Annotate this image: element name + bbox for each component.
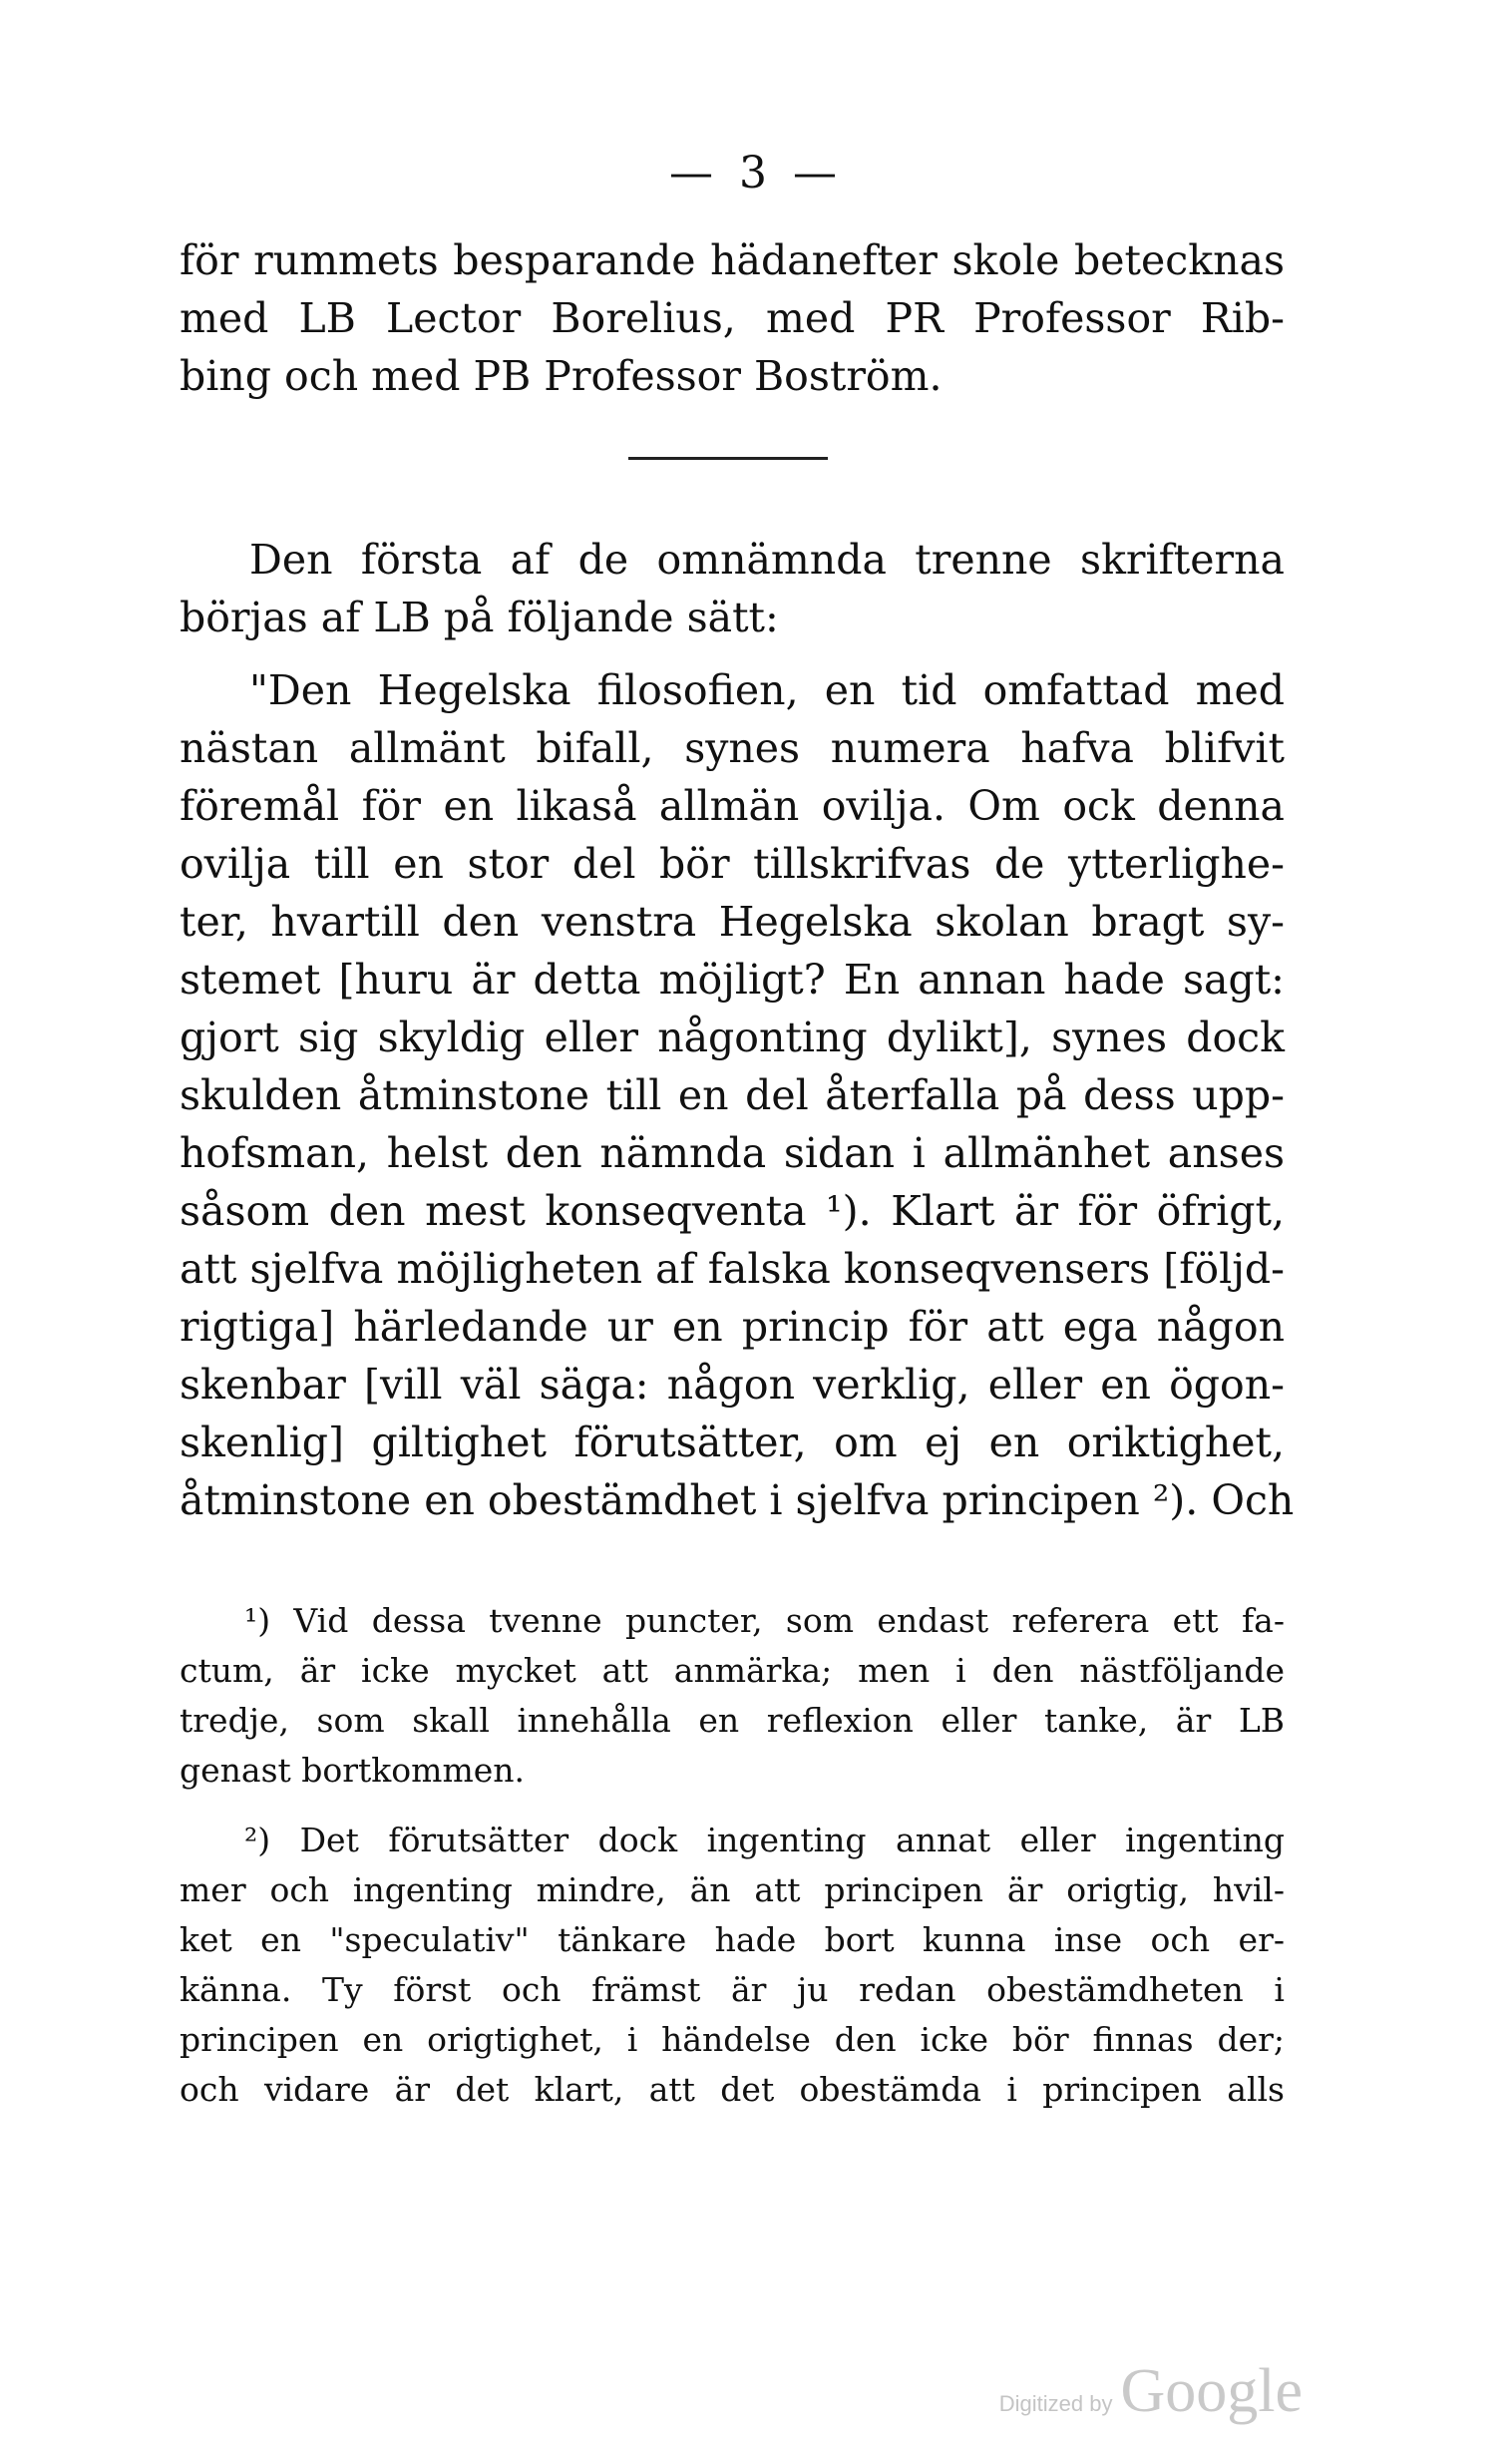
body-line: ovilja till en stor del bör tillskrifvas de ytterlighe- (180, 840, 1285, 888)
body-line: Den första af de omnämnda trenne skrifterna (249, 536, 1285, 584)
digitized-watermark (999, 2356, 1303, 2427)
footnote-line: genast bortkommen. (180, 1751, 526, 1790)
body-line: åtminstone en obestämdhet i sjelfva principen ²). Och (180, 1476, 1295, 1524)
body-line: nästan allmänt bifall, synes numera hafva blifvit (180, 724, 1285, 772)
footnote-line: känna. Ty först och främst är ju redan obestämdheten i (180, 1970, 1285, 2009)
google-logo: Google (1120, 2357, 1303, 2425)
body-line: med LB Lector Borelius, med PR Professor Rib- (180, 294, 1285, 342)
body-line: skenbar [vill väl säga: någon verklig, eller en ögon- (180, 1361, 1285, 1409)
footnote-line: principen en origtighet, i händelse den icke bör finnas der; (180, 2020, 1285, 2059)
body-line: gjort sig skyldig eller någonting dylikt], synes dock (180, 1014, 1285, 1061)
body-line: börjas af LB på följande sätt: (180, 594, 779, 641)
footnote-line: ¹) Vid dessa tvenne puncter, som endast referera ett fa- (244, 1601, 1285, 1640)
body-line: "Den Hegelska filosofien, en tid omfattad med (249, 666, 1285, 714)
body-line: ter, hvartill den venstra Hegelska skolan bragt sy- (180, 898, 1285, 946)
footnote-line: ket en "speculativ" tänkare hade bort kunna inse och er- (180, 1920, 1285, 1959)
section-divider (628, 457, 828, 460)
footnote-line: mer och ingenting mindre, än att principen är origtig, hvil- (180, 1870, 1285, 1909)
footnote-line: ²) Det förutsätter dock ingenting annat eller ingenting (244, 1821, 1285, 1859)
body-line: att sjelfva möjligheten af falska konseqvensers [följd- (180, 1245, 1285, 1293)
body-line: såsom den mest konseqventa ¹). Klart är för öfrigt, (180, 1187, 1285, 1235)
body-line: föremål för en likaså allmän ovilja. Om ock denna (180, 782, 1285, 830)
footnote-line: ctum, är icke mycket att anmärka; men i den nästföljande (180, 1651, 1285, 1690)
body-line: rigtiga] härledande ur en princip för att ega någon (180, 1303, 1285, 1351)
body-line: stemet [huru är detta möjligt? En annan hade sagt: (180, 956, 1285, 1004)
body-line: skenlig] giltighet förutsätter, om ej en oriktighet, (180, 1419, 1285, 1466)
footnote-line: tredje, som skall innehålla en reflexion eller tanke, är LB (180, 1701, 1285, 1740)
body-line: skulden åtminstone till en del återfalla på dess upp- (180, 1071, 1285, 1119)
footnote-line: och vidare är det klart, att det obestämda i principen alls (180, 2070, 1285, 2109)
body-line: bing och med PB Professor Boström. (180, 352, 943, 400)
body-line: hofsman, helst den nämnda sidan i allmänhet anses (180, 1129, 1285, 1177)
body-line: för rummets besparande hädanefter skole betecknas (180, 236, 1285, 284)
page-number: — 3 — (669, 148, 843, 199)
watermark-prefix: Digitized by (998, 2391, 1113, 2416)
